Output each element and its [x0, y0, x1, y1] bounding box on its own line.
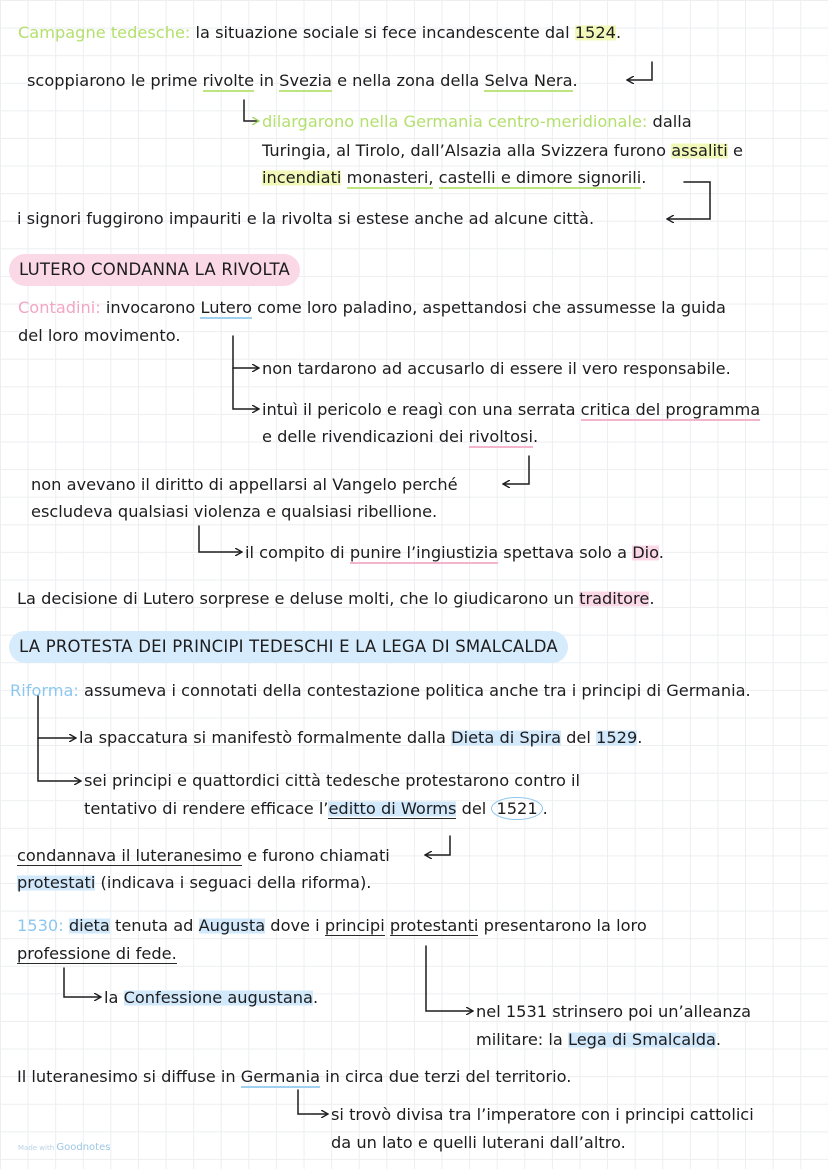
arrow-1531 — [426, 946, 472, 1011]
word-principi: principi — [324, 916, 385, 935]
word-svezia: Svezia — [279, 71, 332, 90]
line-rivolte: scoppiarono le prime rivolte in Svezia e nella zona della Selva Nera. — [27, 71, 578, 90]
word-lega-smalcalda: Lega di Smalcalda — [567, 1030, 716, 1049]
word-lutero: Lutero — [200, 298, 252, 317]
line-compito: il compito di punire l’ingiustizia spettava solo a Dio. — [245, 543, 664, 562]
heading-lutero-condanna: LUTERO CONDANNA LA RIVOLTA — [9, 254, 300, 286]
label-contadini: Contadini: — [18, 298, 101, 317]
word-traditore: traditore — [579, 589, 650, 608]
word-rivolte: rivolte — [202, 71, 255, 90]
line-1531: nel 1531 strinsero poi un’alleanza — [476, 1002, 752, 1021]
line-lato: da un lato e quelli luterani dall’altro. — [331, 1133, 626, 1152]
line-incendiati: incendiati monasteri, castelli e dimore signorili. — [262, 168, 647, 187]
line-tentativo: tentativo di rendere efficace l’editto di Worms del 1521 . — [84, 799, 548, 818]
line-signori: i signori fuggirono impauriti e la rivolta si estese anche ad alcune città. — [17, 209, 595, 228]
label-campagne: Campagne tedesche: — [18, 23, 191, 42]
line-movimento: del loro movimento. — [18, 326, 181, 345]
arrow-to-selva-nera — [628, 62, 652, 80]
line-divisa: si trovò divisa tra l’imperatore con i principi cattolici — [331, 1105, 754, 1124]
line-spaccatura: la spaccatura si manifestò formalmente dalla Dieta di Spira del 1529. — [79, 728, 643, 747]
word-editto-worms: editto di Worms — [328, 799, 457, 818]
line-campagne: Campagne tedesche: la situazione sociale si fece incandescente dal 1524. — [18, 23, 622, 42]
word-protestati: protestati — [17, 873, 96, 892]
line-riforma: Riforma: assumeva i connotati della contestazione politica anche tra i principi di Germania. — [10, 681, 751, 700]
label-dilargarono: dilargarono nella Germania centro-meridionale: — [262, 112, 648, 131]
arrow-spaccatura — [38, 696, 75, 738]
arrow-confessione — [64, 968, 100, 997]
word-punire: punire l’ingiustizia — [349, 543, 499, 562]
word-critica: critica del programma — [580, 400, 761, 419]
line-condannava: condannava il luteranesimo e furono chiamati — [17, 846, 390, 865]
word-germania: Germania — [240, 1067, 320, 1086]
word-dieta-spira: Dieta di Spira — [451, 728, 561, 747]
word-dio: Dio — [632, 543, 659, 562]
arrow-non-tardarono — [233, 336, 258, 368]
arrow-sei-principi — [38, 738, 80, 781]
word-incendiati: incendiati — [262, 168, 342, 187]
year-1529: 1529 — [596, 728, 638, 747]
line-sei-principi: sei principi e quattordici città tedesche protestarono contro il — [84, 771, 581, 790]
year-1530: 1530: — [17, 916, 64, 935]
word-rivoltosi: rivoltosi — [468, 427, 533, 446]
arrow-to-compito — [199, 526, 241, 552]
word-assaliti: assaliti — [671, 141, 728, 160]
line-intui: intuì il pericolo e reagì con una serrata critica del programma — [262, 400, 761, 419]
year-1521: 1521 — [491, 797, 542, 820]
arrow-divisa — [298, 1090, 327, 1114]
word-dieta: dieta — [68, 916, 110, 935]
line-protestati: protestati (indicava i seguaci della riforma). — [17, 873, 372, 892]
phrase-professione: professione di fede. — [17, 944, 177, 963]
line-non-tardarono: non tardarono ad accusarlo di essere il vero responsabile. — [262, 359, 731, 378]
label-riforma: Riforma: — [10, 681, 79, 700]
line-escludeva: escludeva qualsiasi violenza e qualsiasi ribellione. — [31, 502, 438, 521]
word-confessione-augustana: Confessione augustana — [123, 988, 313, 1007]
line-dilargarono: dilargarono nella Germania centro-meridionale: dalla — [262, 112, 692, 131]
line-luteranesimo: Il luteranesimo si diffuse in Germania in circa due terzi del territorio. — [17, 1067, 572, 1086]
word-castelli: castelli e dimore signorili — [438, 168, 642, 187]
word-monasteri: monasteri, — [346, 168, 434, 187]
arrow-to-vangelo — [504, 456, 529, 484]
year-1524: 1524 — [574, 23, 616, 42]
word-augusta: Augusta — [198, 916, 266, 935]
line-decisione: La decisione di Lutero sorprese e deluse molti, che lo giudicarono un traditore. — [17, 589, 655, 608]
phrase-condannava: condannava il luteranesimo — [17, 846, 242, 865]
line-lega: militare: la Lega di Smalcalda. — [476, 1030, 722, 1049]
arrow-to-dilargarono — [244, 100, 258, 121]
line-confessione: la Confessione augustana. — [104, 988, 319, 1007]
line-1530: 1530: dieta tenuta ad Augusta dove i principi protestanti presentarono la loro — [17, 916, 647, 935]
word-selva-nera: Selva Nera — [484, 71, 573, 90]
line-contadini: Contadini: invocarono Lutero come loro paladino, aspettandosi che assumesse la guida — [18, 298, 726, 317]
arrow-intui — [233, 368, 258, 409]
heading-protesta-principi: LA PROTESTA DEI PRINCIPI TEDESCHI E LA LEGA DI SMALCALDA — [9, 631, 568, 663]
arrow-to-condannava — [426, 836, 450, 855]
line-vangelo: non avevano il diritto di appellarsi al Vangelo perché — [31, 475, 458, 494]
goodnotes-watermark: Made with Goodnotes — [18, 1142, 111, 1153]
arrow-to-signori — [668, 182, 710, 219]
line-turingia: Turingia, al Tirolo, dall’Alsazia alla Svizzera furono assaliti e — [262, 141, 743, 160]
line-rivendicazioni: e delle rivendicazioni dei rivoltosi. — [262, 427, 539, 446]
word-protestanti: protestanti — [389, 916, 479, 935]
